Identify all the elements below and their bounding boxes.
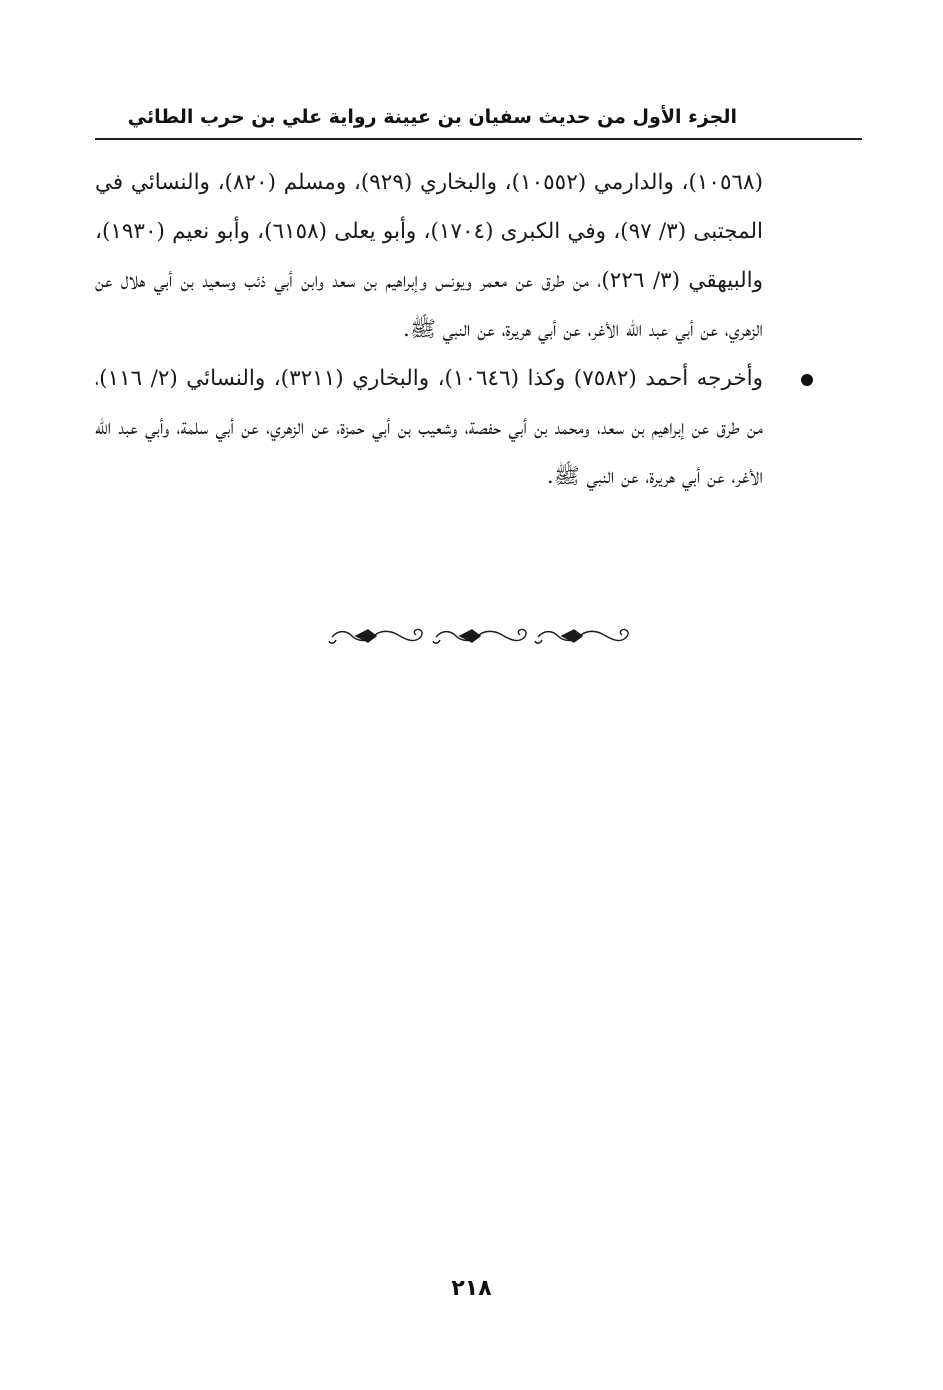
bullet-icon [801,374,813,386]
header-title: الجزء الأول من حديث سفيان بن عيينة رواية علي بن حرب الطائي [127,106,737,128]
page-number: ٢١٨ [451,1276,492,1301]
running-header [95,100,862,140]
bullet-paragraph [95,354,763,501]
ornament-divider-icon [328,624,634,650]
body-text [95,158,763,501]
paragraph-continuation: (١٠٥٦٨)، والدارمي (١٠٥٥٢)، والبخاري (٩٢٩)، ومسلم (٨٢٠)، والنسائي في المجتبى (٣/ ٩٧)، وفي الكبرى (١٧٠٤)، وأبو يعلى (٦١٥٨)، وأبو نعيم (١٩٣٠)، والبيهقي (٣/ ٢٢٦)، من طرق عن معمر ويونس وإبراهيم بن سعد وابن أبي ذئب وسعيد بن أبي هلال عن الزهري، عن أبي عبد الله الأغر، عن أبي هريرة، عن النبي ﷺ. [95,170,764,342]
paragraph-bulleted: وأخرجه أحمد (٧٥٨٢) وكذا (١٠٦٤٦)، والبخاري (٣٢١١)، والنسائي (٢/ ١١٦)، من طرق عن إبراهيم بن سعد، ومحمد بن أبي حفصة، وشعيب بن أبي حمزة، عن الزهري، عن أبي سلمة، وأبي عبد الله الأغر، عن أبي هريرة، عن النبي ﷺ. [95,366,763,489]
